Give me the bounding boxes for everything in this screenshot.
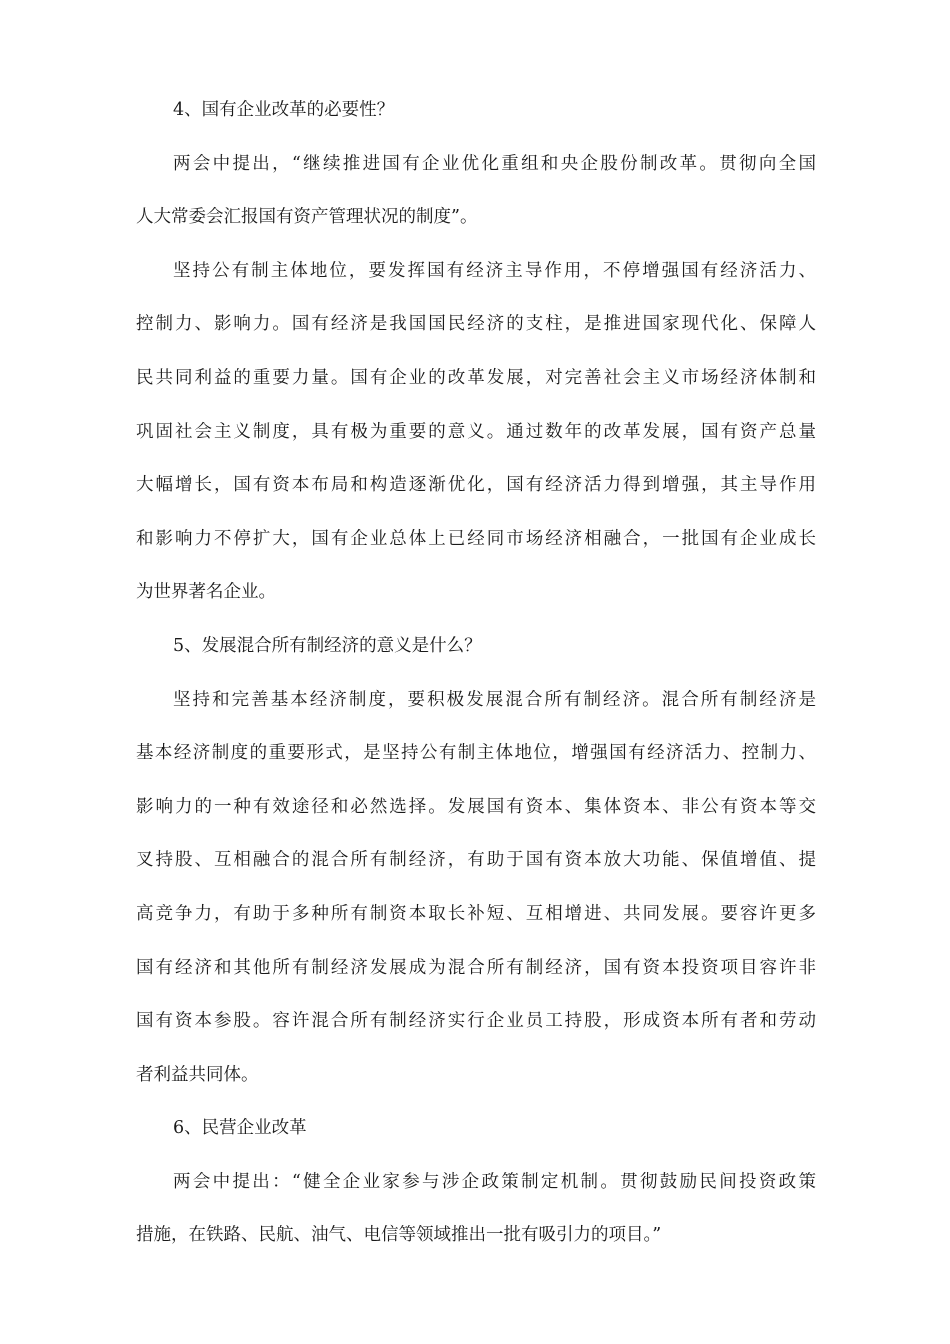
text-line: 叉持股、互相融合的混合所有制经济，有助于国有资本放大功能、保值增值、提 <box>136 850 816 871</box>
text-line: 为世界著名企业。 <box>136 582 276 603</box>
text-line: 4、国有企业改革的必要性？ <box>173 100 395 120</box>
text-line: 两会中提出，“继续推进国有企业优化重组和央企股份制改革。贯彻向全国 <box>173 153 816 174</box>
text-line: 国有资本参股。容许混合所有制经济实行企业员工持股，形成资本所有者和劳动 <box>136 1011 816 1032</box>
text-line: 国有经济和其他所有制经济发展成为混合所有制经济，国有资本投资项目容许非 <box>136 957 816 978</box>
text-line: 5、发展混合所有制经济的意义是什么？ <box>173 635 482 656</box>
text-line: 措施，在铁路、民航、油气、电信等领域推出一批有吸引力的项目。” <box>136 1225 662 1246</box>
text-line: 者利益共同体。 <box>136 1064 259 1085</box>
text-line: 两会中提出：“健全企业家参与涉企政策制定机制。贯彻鼓励民间投资政策 <box>173 1171 816 1192</box>
text-line: 巩固社会主义制度，具有极为重要的意义。通过数年的改革发展，国有资产总量 <box>136 421 816 442</box>
text-line: 坚持公有制主体地位，要发挥国有经济主导作用，不停增强国有经济活力、 <box>173 260 816 281</box>
document-body <box>136 96 816 1275</box>
text-line: 基本经济制度的重要形式，是坚持公有制主体地位，增强国有经济活力、控制力、 <box>136 743 816 764</box>
text-line: 大幅增长，国有资本布局和构造逐渐优化，国有经济活力得到增强，其主导作用 <box>136 475 816 496</box>
text-line: 人大常委会汇报国有资产管理状况的制度”。 <box>136 207 478 228</box>
text-line: 坚持和完善基本经济制度，要积极发展混合所有制经济。混合所有制经济是 <box>173 689 816 710</box>
text-line: 6、民营企业改革 <box>173 1118 307 1139</box>
text-line: 民共同利益的重要力量。国有企业的改革发展，对完善社会主义市场经济体制和 <box>136 367 816 388</box>
text-line: 高竞争力，有助于多种所有制资本取长补短、互相增进、共同发展。要容许更多 <box>136 903 816 924</box>
text-line: 和影响力不停扩大，国有企业总体上已经同市场经济相融合，一批国有企业成长 <box>136 528 816 549</box>
text-line: 影响力的一种有效途径和必然选择。发展国有资本、集体资本、非公有资本等交 <box>136 796 816 817</box>
text-line: 控制力、影响力。国有经济是我国国民经济的支柱，是推进国家现代化、保障人 <box>136 314 816 335</box>
